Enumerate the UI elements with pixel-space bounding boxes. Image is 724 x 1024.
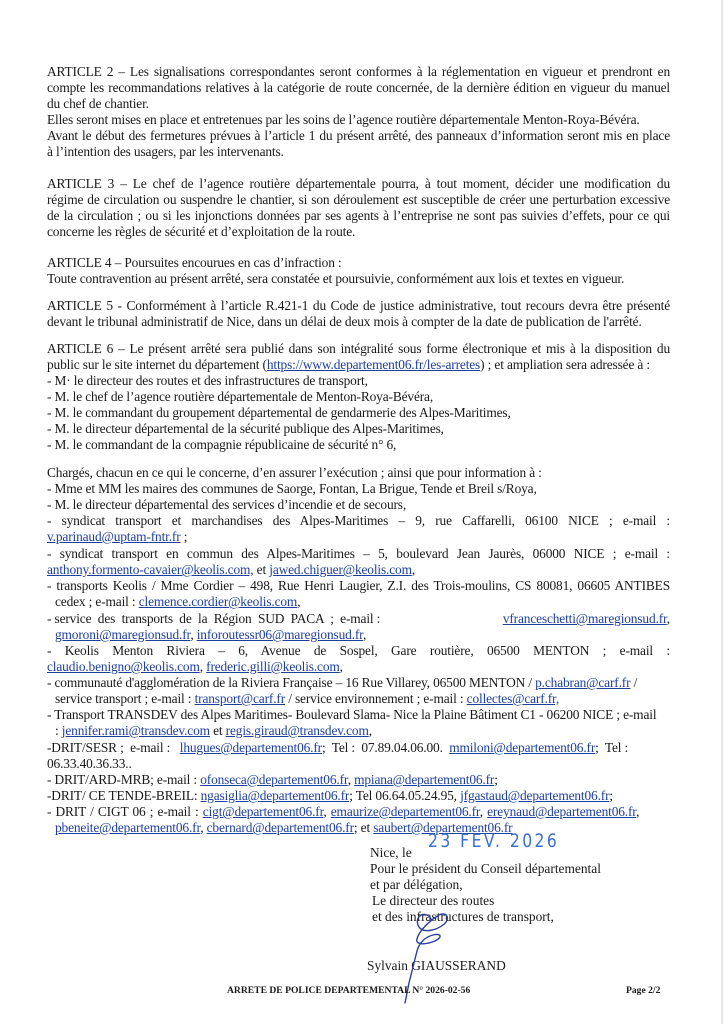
info-item-cigt: - DRIT / CIGT 06 ; e-mail : cigt@departement06.fr, emaurize@departement06.fr, ereynaud@departement06.fr, — [47, 804, 640, 819]
info-item-syndicat-marchandises: - syndicat transport et marchandises des Alpes-Maritimes – 9, rue Caffarelli, 06100 NICE ; e-mail : — [47, 513, 670, 528]
text: ; et — [353, 820, 374, 835]
info-item-line — [55, 627, 670, 643]
article-2-line: compte les recommandations relatives à la catégorie de route concernée, de la dernière édition en vigueur du manuel — [47, 80, 670, 95]
page-edge-divider — [721, 0, 723, 1024]
page-number: Page 2/2 — [626, 985, 661, 996]
text: - DRIT/ARD-MRB; e-mail : — [47, 772, 201, 787]
article-5-line: devant le tribunal administratif de Nice, dans un délai de deux mois à compter de la date de publication de l'arrêté. — [47, 314, 642, 329]
info-item-syndicat-commun: - syndicat transport en commun des Alpes-Maritimes – 5, boulevard Jean Jaurès, 06000 NICE ; e-mail : — [47, 546, 670, 561]
signatory-name: Sylvain GIAUSSERAND — [367, 958, 506, 973]
email-link[interactable]: v.parinaud@uptam-fntr.fr — [47, 529, 181, 544]
info-item-keolis-antibes: - transports Keolis / Mme Cordier – 498, Rue Henri Laugier, Z.I. des Trois-moulins, CS 80081, 06605 ANTIBES — [47, 578, 670, 593]
email-link[interactable]: clemence.cordier@keolis.com — [138, 594, 298, 609]
signature-line: Pour le président du Conseil départemental — [370, 861, 601, 876]
departement-arretes-link[interactable]: https://www.departement06.fr/les-arretes — [266, 357, 481, 372]
text: / — [630, 675, 638, 690]
text: , — [666, 611, 670, 626]
email-link[interactable]: regis.giraud@transdev.com — [225, 723, 369, 738]
recipient-item: - M. le directeur départemental de la sécurité publique des Alpes-Maritimes, — [47, 421, 444, 436]
email-link[interactable]: pbeneite@departement06.fr — [55, 820, 201, 835]
info-item-line — [47, 562, 670, 578]
email-link[interactable]: cbernard@departement06.fr — [206, 820, 354, 835]
recipient-item: - M. le commandant du groupement départemental de gendarmerie des Alpes-Maritimes, — [47, 405, 511, 420]
article-2-line: Avant le début des fermetures prévues à l’article 1 du présent arrêté, des panneaux d’information seront mis en place — [47, 128, 670, 143]
info-item-sesr — [47, 740, 670, 756]
text: -DRIT/SESR ; e-mail : — [47, 740, 180, 755]
recipient-item: - M. le commandant de la compagnie républicaine de sécurité n° 6, — [47, 437, 397, 452]
article-6-line: ARTICLE 6 – Le présent arrêté sera publié dans son intégralité sous forme électronique et mis à la disposition du — [47, 341, 670, 356]
signature-line: et par délégation, — [370, 877, 463, 892]
recipient-item: - M· le directeur des routes et des infrastructures de transport, — [47, 373, 368, 388]
text: et — [209, 723, 226, 738]
text: , — [199, 659, 207, 674]
article-2-line: Elles seront mises en place et entretenues par les soins de l’agence routière départementale Menton-Roya-Bévéra. — [47, 112, 640, 127]
info-item-carf — [47, 675, 670, 691]
text: ; — [494, 772, 498, 787]
article-6-line — [47, 357, 670, 373]
email-link[interactable]: saubert@departement06.fr — [373, 820, 513, 835]
email-link[interactable]: gmoroni@maregionsud.fr — [55, 627, 191, 642]
text: : — [55, 723, 62, 738]
charges-intro: Chargés, chacun en ce qui le concerne, d’en assurer l’exécution ; ainsi que pour information à : — [47, 465, 542, 480]
info-item-line — [55, 594, 670, 610]
email-link[interactable]: p.chabran@carf.fr — [535, 675, 631, 690]
article-3-line: régime de circulation ou suspendre le chantier, si son déroulement est susceptible de créer une perturbation excessive — [47, 192, 670, 207]
text: ; Tel 06.64.05.24.95, — [349, 788, 461, 803]
email-link[interactable]: emaurize@departement06.fr — [330, 804, 480, 819]
text: service transport ; e-mail : — [55, 691, 195, 706]
info-item-keolis-menton: - Keolis Menton Riviera – 6, Avenue de Sospel, Gare routière, 06500 MENTON ; e-mail : — [47, 643, 670, 658]
text: ) ; et ampliation sera adressée à : — [480, 357, 650, 372]
email-link[interactable]: claudio.benigno@keolis.com — [47, 659, 200, 674]
email-link[interactable]: collectes@carf.fr, — [466, 691, 560, 706]
email-link[interactable]: frederic.gilli@keolis.com — [206, 659, 340, 674]
article-4-line: ARTICLE 4 – Poursuites encourues en cas d’infraction : — [47, 255, 342, 270]
info-item-line: 06.33.40.36.33.. — [47, 756, 132, 771]
text: , — [368, 723, 372, 738]
email-link[interactable]: ereynaud@departement06.fr — [487, 804, 637, 819]
email-link[interactable]: inforoutessr06@maregionsud.fr — [196, 627, 363, 642]
article-3-line: de la circulation ; ou si les injonctions données par ses agents à l’entreprise ne sont pas suivies d’effets, pour ce qui — [47, 208, 670, 223]
info-item: - Mme et MM les maires des communes de Saorge, Fontan, La Brigue, Tende et Breil s/Roya, — [47, 481, 537, 496]
text: ; Tel : 07.89.04.06.00. — [322, 740, 450, 755]
footer-title: ARRETE DE POLICE DEPARTEMENTAL N° 2026-02-56 — [227, 985, 471, 996]
email-link[interactable]: ngasiglia@departement06.fr — [200, 788, 350, 803]
email-link[interactable]: ofonseca@departement06.fr — [200, 772, 348, 787]
text: - communauté d'agglomération de la Riviera Française – 16 Rue Villarey, 06500 MENTON / — [47, 675, 536, 690]
text: ; — [609, 788, 613, 803]
email-link[interactable]: lhugues@departement06.fr — [179, 740, 322, 755]
info-item-line — [47, 529, 670, 545]
email-link[interactable]: jennifer.rami@transdev.com — [61, 723, 210, 738]
text: , — [190, 627, 197, 642]
text: -DRIT/ CE TENDE-BREIL: — [47, 788, 201, 803]
article-5-line: ARTICLE 5 - Conformément à l’article R.421-1 du Code de justice administrative, tout recours devra être présenté — [47, 298, 670, 313]
text: , — [411, 562, 416, 577]
article-3-line: ARTICLE 3 – Le chef de l’agence routière départementale pourra, à tout moment, décider une modification du — [47, 176, 670, 191]
info-item-transdev: - Transport TRANSDEV des Alpes Maritimes- Boulevard Slama- Nice la Plaine Bâtiment C1 - 06200 NICE ; e-mail — [47, 707, 657, 722]
info-item: - M. le directeur départemental des services d’incendie et de secours, — [47, 497, 407, 512]
text: , — [297, 594, 301, 609]
email-link[interactable]: transport@carf.fr — [194, 691, 286, 706]
text: et — [253, 562, 270, 577]
text: ; Tel : — [595, 740, 629, 755]
info-item-line — [47, 659, 670, 675]
article-2-line: à l’intention des usagers, par les intervenants. — [47, 144, 284, 159]
email-link[interactable]: cigt@departement06.fr — [202, 804, 324, 819]
info-item-ce-tende — [47, 788, 670, 804]
text: - DRIT / CIGT 06 ; e-mail : — [47, 804, 203, 819]
email-link[interactable]: mmiloni@departement06.fr — [449, 740, 596, 755]
email-link[interactable]: mpiana@departement06.fr — [354, 772, 495, 787]
email-link[interactable]: jfgastaud@departement06.fr — [460, 788, 610, 803]
email-link[interactable]: vfranceschetti@maregionsud.fr — [502, 611, 667, 626]
text: - service des transports de la Région SUD PACA ; e-mail : — [47, 611, 381, 626]
article-2-line: du chef de chantier. — [47, 96, 149, 111]
info-item-ard — [47, 772, 670, 788]
info-item-region — [47, 611, 670, 627]
text: / service environnement ; e-mail : — [285, 691, 467, 706]
email-link[interactable]: anthony.formento-cavaier@keolis.com, — [47, 562, 254, 577]
text: , — [362, 627, 367, 642]
recipient-item: - M. le chef de l’agence routière départementale de Menton-Roya-Bévéra, — [47, 389, 434, 404]
text: , — [347, 772, 355, 787]
article-4-line: Toute contravention au présent arrêté, sera constatée et poursuivie, conformément aux lois et textes en vigueur. — [47, 271, 625, 286]
article-2-line: ARTICLE 2 – Les signalisations correspondantes seront conformes à la réglementation en vigueur et prendront en — [47, 64, 670, 79]
signature-place: Nice, le — [370, 845, 412, 860]
date-stamp: 23 FEV. 2026 — [428, 830, 560, 852]
email-link[interactable]: jawed.chiguer@keolis.com — [269, 562, 412, 577]
info-item-line: pbeneite@departement06.fr, cbernard@departement06.fr; et saubert@departement06.fr — [55, 820, 513, 835]
signature-line: et des infrastructures de transport, — [372, 909, 554, 924]
text: , — [339, 659, 343, 674]
text: public sur le site internet du département ( — [47, 357, 267, 372]
article-3-line: concerne les règles de sécurité et d’exploitation de la route. — [47, 224, 356, 239]
info-item-line — [55, 723, 670, 739]
text: ; — [180, 529, 188, 544]
text: cedex ; e-mail : — [55, 594, 139, 609]
signature-line: Le directeur des routes — [372, 893, 495, 908]
info-item-line — [55, 691, 670, 707]
